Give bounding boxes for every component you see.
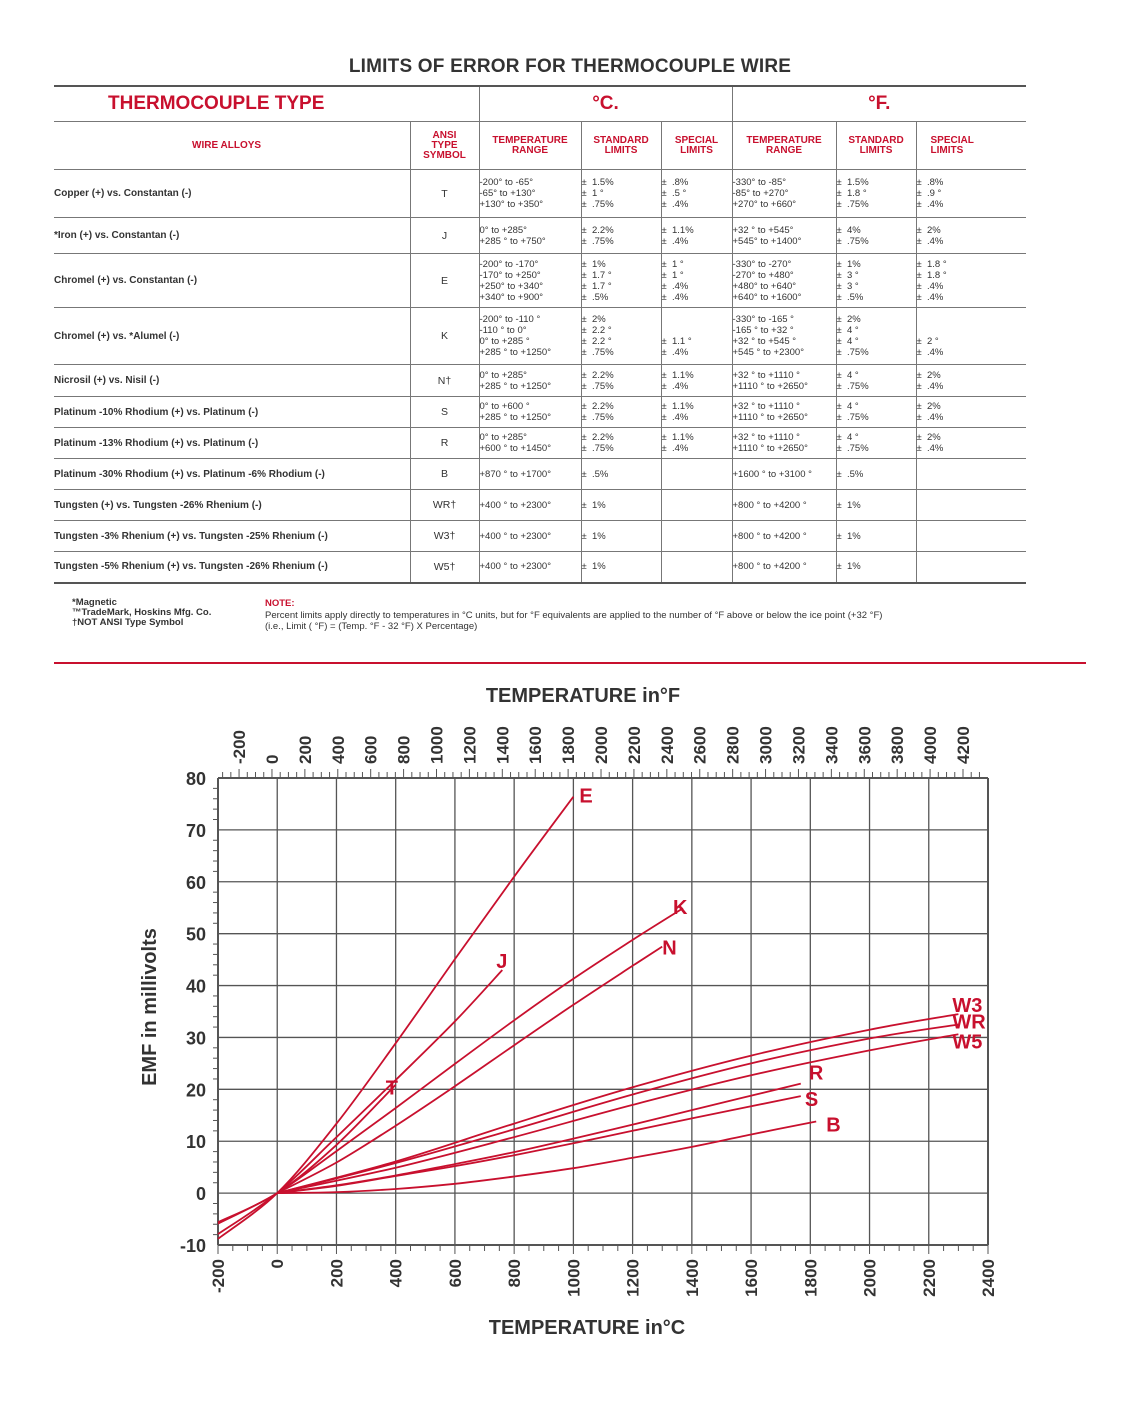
x2-tick-label: 1600: [526, 726, 546, 764]
cell-c-standard: ± 1%: [581, 490, 661, 521]
cell-c-standard: ± 1%: [581, 552, 661, 583]
cell-c-range: 0° to +285° +285 ° to +1250°: [479, 365, 581, 397]
cell-c-standard: ± 2% ± 2.2 ° ± 2.2 ° ± .75%: [581, 308, 661, 365]
series-line-s: [277, 1096, 801, 1193]
cell-f-special: ± 2 ° ± .4%: [916, 308, 1026, 365]
series-label-w3: W3: [952, 995, 983, 1018]
cell-f-range: +1600 ° to +3100 °: [732, 459, 836, 490]
x2-tick-label: 3200: [789, 726, 809, 764]
x-tick-label: 1200: [623, 1259, 643, 1297]
cell-f-standard: ± 1%: [836, 552, 916, 583]
celsius-header: °C.: [479, 86, 732, 122]
cell-f-special: ± 2% ± .4%: [916, 397, 1026, 428]
x2-tick-label: 4000: [921, 726, 941, 764]
x2-tick-label: 0: [262, 754, 282, 764]
x-tick-label: 1400: [682, 1259, 702, 1297]
series-label-s: S: [804, 1089, 819, 1112]
col-f-range: TEMPERATURE RANGE: [732, 122, 836, 170]
cell-c-special: ± 1.1% ± .4%: [661, 365, 732, 397]
x-tick-label: 2400: [979, 1259, 998, 1297]
cell-c-standard: ± 1.5% ± 1 ° ± .75%: [581, 170, 661, 218]
cell-c-special: [661, 490, 732, 521]
x2-tick-label: 1200: [460, 726, 480, 764]
cell-c-special: ± 1.1% ± .4%: [661, 397, 732, 428]
cell-symbol: S: [410, 397, 479, 428]
y-tick-label: 0: [195, 1184, 206, 1205]
cell-f-range: +800 ° to +4200 °: [732, 521, 836, 552]
x2-tick-label: 400: [328, 735, 348, 764]
table-row: [54, 254, 1026, 308]
cell-f-range: +32 ° to +545° +545° to +1400°: [732, 218, 836, 254]
x-tick-label: 2000: [860, 1259, 880, 1297]
cell-c-special: ± 1 ° ± 1 ° ± .4% ± .4%: [661, 254, 732, 308]
x-axis-label: TEMPERATURE in°C: [488, 1317, 686, 1339]
x2-tick-label: 2600: [690, 726, 710, 764]
cell-c-range: +400 ° to +2300°: [479, 490, 581, 521]
cell-f-special: ± 2% ± .4%: [916, 218, 1026, 254]
cell-f-standard: ± .5%: [836, 459, 916, 490]
cell-f-special: [916, 490, 1026, 521]
cell-f-range: +800 ° to +4200 °: [732, 490, 836, 521]
cell-c-standard: ± .5%: [581, 459, 661, 490]
cell-symbol: T: [410, 170, 479, 218]
series-label-k: K: [672, 897, 688, 920]
cell-f-standard: ± 1%: [836, 490, 916, 521]
x-tick-label: 600: [445, 1259, 465, 1288]
cell-c-standard: ± 2.2% ± .75%: [581, 397, 661, 428]
cell-alloy: Platinum -10% Rhodium (+) vs. Platinum (-): [54, 397, 410, 428]
note-line-2: (i.e., Limit ( °F) = (Temp. °F - 32 °F) X Percentage): [265, 621, 478, 632]
table-row: [54, 170, 1026, 218]
chart-ticks: [180, 726, 998, 1297]
cell-alloy: Tungsten -3% Rhenium (+) vs. Tungsten -25% Rhenium (-): [54, 521, 410, 552]
x2-tick-label: 1400: [493, 726, 513, 764]
section-divider: [54, 662, 1086, 664]
cell-c-standard: ± 1% ± 1.7 ° ± 1.7 ° ± .5%: [581, 254, 661, 308]
cell-f-standard: ± 1%: [836, 521, 916, 552]
cell-alloy: Nicrosil (+) vs. Nisil (-): [54, 365, 410, 397]
cell-f-special: [916, 552, 1026, 583]
series-line-j: [218, 970, 502, 1234]
cell-c-range: -200° to -110 ° -110 ° to 0° 0° to +285 ° +285 ° to +1250°: [479, 308, 581, 365]
table-row: [54, 428, 1026, 459]
x2-axis-label: TEMPERATURE in°F: [485, 685, 681, 707]
cell-c-range: 0° to +285° +600 ° to +1450°: [479, 428, 581, 459]
x-tick-label: 1800: [801, 1259, 821, 1297]
x2-tick-label: 2800: [723, 726, 743, 764]
note-line-1: Percent limits apply directly to temperatures in °C units, but for °F equivalents are applied to the number of °F above or below the ice point (+32 °F): [265, 609, 883, 621]
x2-tick-label: 800: [394, 735, 414, 764]
cell-f-special: ± 1.8 ° ± 1.8 ° ± .4% ± .4%: [916, 254, 1026, 308]
cell-f-standard: ± 4% ± .75%: [836, 218, 916, 254]
chart-series: [218, 797, 958, 1239]
cell-f-special: [916, 459, 1026, 490]
cell-f-standard: ± 4 ° ± .75%: [836, 428, 916, 459]
chart-series-labels: [386, 786, 987, 1137]
cell-f-standard: ± 2% ± 4 ° ± 4 ° ± .75%: [836, 308, 916, 365]
x-tick-label: 400: [386, 1259, 406, 1288]
cell-symbol: B: [410, 459, 479, 490]
y-tick-label: 70: [185, 820, 206, 841]
y-tick-label: 20: [185, 1080, 206, 1101]
y-tick-label: 10: [185, 1132, 206, 1153]
x-tick-label: 0: [268, 1259, 288, 1269]
x2-tick-label: 2200: [624, 726, 644, 764]
cell-f-range: +32 ° to +1110 ° +1110 ° to +2650°: [732, 365, 836, 397]
series-label-wr: WR: [952, 1011, 986, 1034]
cell-f-range: -330° to -270° -270° to +480° +480° to +640° +640° to +1600°: [732, 254, 836, 308]
cell-alloy: Chromel (+) vs. Constantan (-): [54, 254, 410, 308]
x-tick-label: -200: [209, 1259, 228, 1294]
cell-c-range: 0° to +285° +285 ° to +750°: [479, 218, 581, 254]
x2-tick-label: 600: [361, 735, 381, 764]
cell-f-range: -330° to -85° -85° to +270° +270° to +660°: [732, 170, 836, 218]
cell-f-special: ± 2% ± .4%: [916, 428, 1026, 459]
cell-alloy: Tungsten (+) vs. Tungsten -26% Rhenium (-): [54, 490, 410, 521]
x2-tick-label: 3400: [822, 726, 842, 764]
cell-f-range: +32 ° to +1110 ° +1110 ° to +2650°: [732, 397, 836, 428]
y-tick-label: -10: [179, 1236, 206, 1256]
cell-c-range: +400 ° to +2300°: [479, 521, 581, 552]
cell-c-standard: ± 2.2% ± .75%: [581, 428, 661, 459]
cell-f-standard: ± 1.5% ± 1.8 ° ± .75%: [836, 170, 916, 218]
cell-c-special: [661, 521, 732, 552]
col-c-range: TEMPERATURE RANGE: [479, 122, 581, 170]
cell-c-standard: ± 1%: [581, 521, 661, 552]
thermocouple-type-header: THERMOCOUPLE TYPE: [54, 86, 479, 122]
table-row: [54, 490, 1026, 521]
cell-symbol: N†: [410, 365, 479, 397]
note-label: NOTE:: [265, 598, 295, 609]
table-row: [54, 365, 1026, 397]
x-tick-label: 2200: [919, 1259, 939, 1297]
series-label-t: T: [385, 1077, 398, 1100]
x2-tick-label: 1800: [559, 726, 579, 764]
x2-tick-label: 3800: [888, 726, 908, 764]
footnote-magnetic: *Magnetic: [72, 597, 117, 608]
cell-f-standard: ± 1% ± 3 ° ± 3 ° ± .5%: [836, 254, 916, 308]
cell-alloy: Chromel (+) vs. *Alumel (-): [54, 308, 410, 365]
y-tick-label: 80: [185, 769, 206, 789]
series-line-k: [218, 908, 683, 1223]
series-label-b: B: [826, 1114, 841, 1137]
cell-c-range: 0° to +600 ° +285 ° to +1250°: [479, 397, 581, 428]
table-row: [54, 218, 1026, 254]
x2-tick-label: 2400: [657, 726, 677, 764]
series-label-w5: W5: [952, 1031, 983, 1054]
footnote-not-ansi: †NOT ANSI Type Symbol: [72, 617, 184, 628]
cell-c-standard: ± 2.2% ± .75%: [581, 365, 661, 397]
series-label-j: J: [496, 950, 508, 973]
cell-symbol: W3†: [410, 521, 479, 552]
col-c-standard: STANDARD LIMITS: [581, 122, 661, 170]
x2-tick-label: 2000: [592, 726, 612, 764]
col-ansi-symbol: ANSI TYPE SYMBOL: [410, 122, 479, 170]
cell-c-range: +870 ° to +1700°: [479, 459, 581, 490]
series-label-n: N: [662, 937, 677, 960]
cell-symbol: R: [410, 428, 479, 459]
x2-tick-label: 200: [295, 735, 315, 764]
cell-alloy: *Iron (+) vs. Constantan (-): [54, 218, 410, 254]
cell-c-special: ± 1.1% ± .4%: [661, 428, 732, 459]
footnote-trademark: ™TradeMark, Hoskins Mfg. Co.: [72, 607, 212, 618]
series-line-n: [277, 947, 662, 1194]
footnotes: [72, 598, 211, 628]
y-axis-label: EMF in millivolts: [139, 928, 161, 1086]
chart-grid: [218, 778, 988, 1245]
cell-c-range: -200° to -170° -170° to +250° +250° to +340° +340° to +900°: [479, 254, 581, 308]
cell-c-special: ± 1.1 ° ± .4%: [661, 308, 732, 365]
cell-f-range: +32 ° to +1110 ° +1110 ° to +2650°: [732, 428, 836, 459]
cell-c-special: ± .8% ± .5 ° ± .4%: [661, 170, 732, 218]
col-f-special: SPECIAL LIMITS: [916, 122, 1026, 170]
cell-f-standard: ± 4 ° ± .75%: [836, 365, 916, 397]
cell-f-standard: ± 4 ° ± .75%: [836, 397, 916, 428]
cell-c-special: [661, 459, 732, 490]
table-row: [54, 552, 1026, 583]
cell-c-range: -200° to -65° -65° to +130° +130° to +350°: [479, 170, 581, 218]
x-tick-label: 200: [327, 1259, 347, 1288]
y-tick-label: 40: [185, 976, 206, 997]
table-row: [54, 397, 1026, 428]
table-row: [54, 459, 1026, 490]
cell-alloy: Platinum -30% Rhodium (+) vs. Platinum -6% Rhodium (-): [54, 459, 410, 490]
col-c-special: SPECIAL LIMITS: [661, 122, 732, 170]
x2-tick-label: 4200: [953, 726, 973, 764]
cell-f-special: ± 2% ± .4%: [916, 365, 1026, 397]
document-title: LIMITS OF ERROR FOR THERMOCOUPLE WIRE: [348, 56, 792, 77]
fahrenheit-header: °F.: [732, 86, 1026, 122]
series-label-r: R: [808, 1062, 824, 1085]
series-line-w5: [277, 1034, 958, 1193]
x2-tick-label: -200: [230, 729, 250, 764]
x-tick-label: 800: [505, 1259, 525, 1288]
x-tick-label: 1600: [742, 1259, 762, 1297]
cell-symbol: WR†: [410, 490, 479, 521]
cell-c-standard: ± 2.2% ± .75%: [581, 218, 661, 254]
cell-alloy: Tungsten -5% Rhenium (+) vs. Tungsten -26% Rhenium (-): [54, 552, 410, 583]
limits-of-error-table: [54, 85, 1026, 584]
cell-c-special: [661, 552, 732, 583]
y-tick-label: 60: [185, 872, 206, 893]
cell-symbol: K: [410, 308, 479, 365]
y-tick-label: 50: [185, 924, 206, 945]
cell-symbol: E: [410, 254, 479, 308]
cell-f-range: +800 ° to +4200 °: [732, 552, 836, 583]
note-block: [265, 598, 1035, 633]
x2-tick-label: 3000: [756, 726, 776, 764]
cell-f-range: -330° to -165 ° -165 ° to +32 ° +32 ° to +545 ° +545 ° to +2300°: [732, 308, 836, 365]
col-f-standard: STANDARD LIMITS: [836, 122, 916, 170]
y-tick-label: 30: [185, 1028, 206, 1049]
x2-tick-label: 1000: [427, 726, 447, 764]
cell-c-range: +400 ° to +2300°: [479, 552, 581, 583]
cell-alloy: Platinum -13% Rhodium (+) vs. Platinum (-): [54, 428, 410, 459]
cell-f-special: ± .8% ± .9 ° ± .4%: [916, 170, 1026, 218]
cell-f-special: [916, 521, 1026, 552]
cell-symbol: W5†: [410, 552, 479, 583]
x2-tick-label: 3600: [855, 726, 875, 764]
cell-alloy: Copper (+) vs. Constantan (-): [54, 170, 410, 218]
emf-chart: [0, 670, 1140, 1420]
cell-symbol: J: [410, 218, 479, 254]
cell-c-special: ± 1.1% ± .4%: [661, 218, 732, 254]
series-label-e: E: [579, 785, 593, 808]
table-row: [54, 521, 1026, 552]
col-wire-alloys: WIRE ALLOYS: [54, 122, 410, 170]
x-tick-label: 1000: [564, 1259, 584, 1297]
table-row: [54, 308, 1026, 365]
